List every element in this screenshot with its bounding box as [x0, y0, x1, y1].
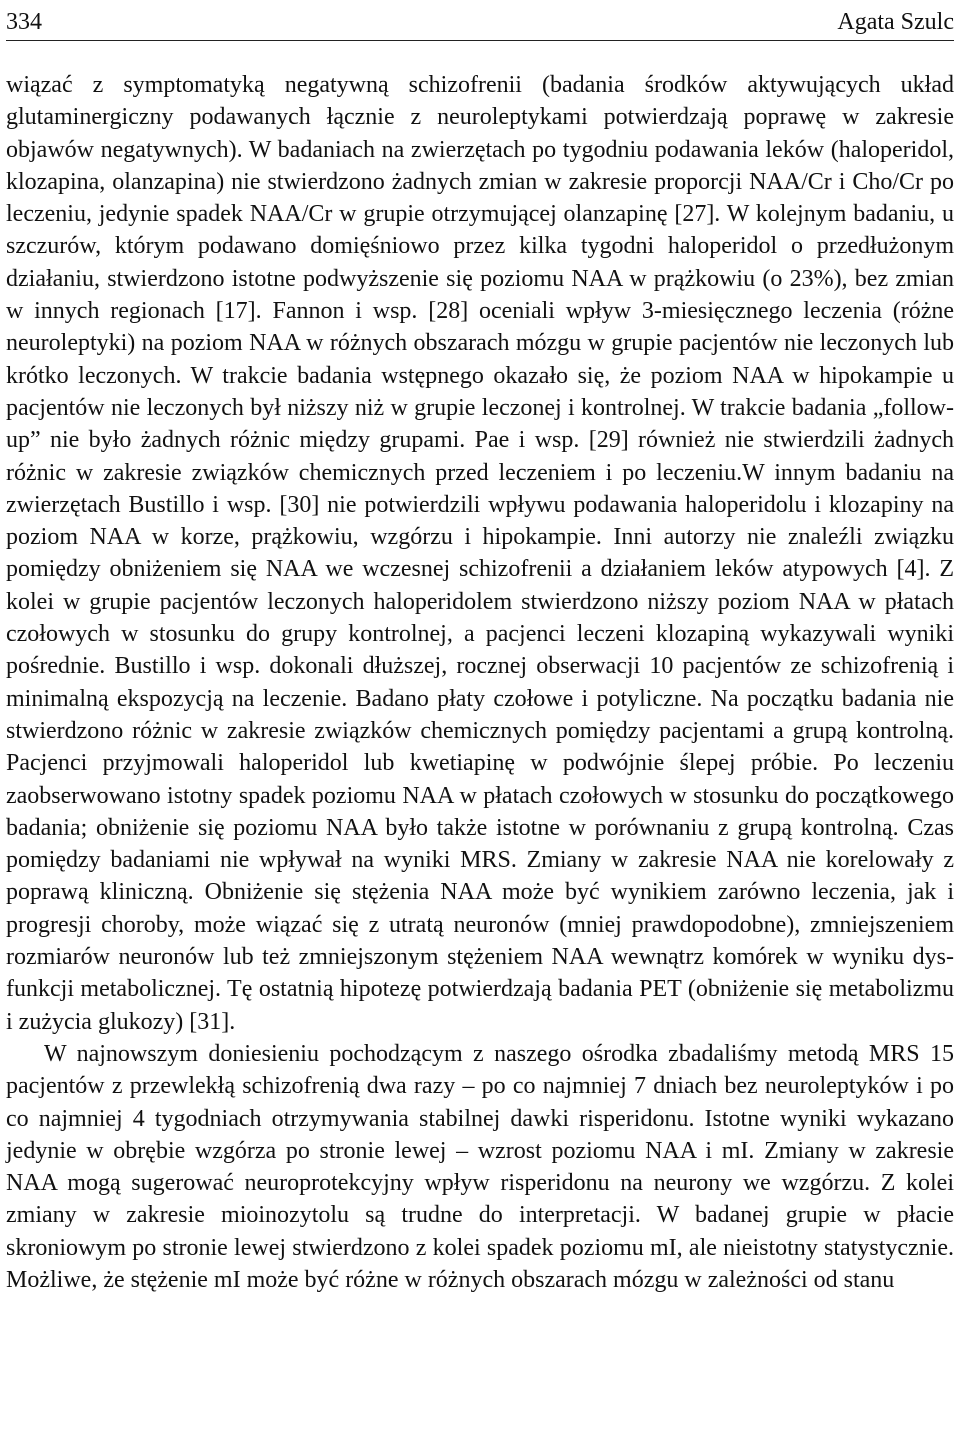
paragraph-1: wiązać z symptomatyką negatywną schizofrenii (badania środków aktywujących układ glutaminergiczny podawanych łącznie z neuroleptykami potwierdzają poprawę w zakresie objawów negatywnych). W badaniach na zwierzętach po tygodniu podawania leków (haloperidol, klozapina, olanzapina) nie stwierdzono żadnych zmian w zakresie proporcji NAA/Cr i Cho/Cr po leczeniu, jedynie spadek NAA/Cr w grupie otrzymującej olanzapinę [27]. W kolejnym badaniu, u szczurów, którym podawano domięśniowo przez kilka tygodni haloperidol o przedłużonym działaniu, stwierdzono istotne podwyższenie się poziomu NAA w prążkowiu (o 23%), bez zmian w innych regionach [17]. Fannon i wsp. [28] oceniali wpływ 3-miesięcznego leczenia (różne neuroleptyki) na poziom NAA w różnych obszarach mózgu w grupie pacjentów nie leczonych lub krótko leczonych. W trakcie badania wstępnego okazało się, że poziom NAA w hipokampie u pacjentów nie leczonych był niższy niż w grupie leczonej i kontrolnej. W trakcie badania „follow-up” nie było żadnych różnic między grupami. Pae i wsp. [29] również nie stwierdzili żadnych różnic w zakresie związków chemicznych przed leczeniem i po leczeniu.W innym badaniu na zwierzętach Bustillo i wsp. [30] nie potwierdzili wpływu podawania haloperidolu i klozapiny na poziom NAA w korze, prążkowiu, wzgórzu i hipokampie. Inni autorzy nie znaleźli związku pomiędzy obniżeniem się NAA we wczesnej schizofrenii a działaniem leków atypowych [4]. Z kolei w grupie pacjentów leczonych haloperidolem stwierdzono niższy poziom NAA w płatach czołowych w stosunku do grupy kontrolnej, a pacjenci leczeni klozapiną wykazywali wyniki pośrednie. Bustillo i wsp. dokonali dłuższej, rocznej obserwacji 10 pacjentów ze schizofrenią i minimalną ekspozycją na leczenie. Badano płaty czołowe i potyliczne. Na początku badania nie stwierdzono różnic w zakresie związków chemicznych pomiędzy pacjentami a grupą kontrolną. Pacjenci przyjmowali haloperidol lub kwetiapinę w podwójnie ślepej próbie. Po leczeniu zaobserwowano istotny spadek poziomu NAA w płatach czołowych w stosunku do początkowego badania; obniżenie się poziomu NAA było także istotne w porównaniu z grupą kontrolną. Czas pomiędzy badaniami nie wpływał na wyniki MRS. Zmiany w zakresie NAA nie korelowały z poprawą kliniczną. Obniżenie się stężenia NAA może być wynikiem zarówno leczenia, jak i progresji choroby, może wiązać się z utratą neuronów (mniej prawdopodobne), zmniejszeniem rozmiarów neuronów lub też zmniejszonym stężeniem NAA wewnątrz komórek w wyniku dysfunkcji metabolicznej. Tę ostatnią hipotezę potwierdzają badania PET (obniżenie się metabolizmu i zużycia glukozy) [31].: [6, 72, 954, 1035]
paragraph-2: W najnowszym doniesieniu pochodzącym z naszego ośrodka zbadaliśmy metodą MRS 15 pacjentów z przewlekłą schizofrenią dwa razy – po co najmniej 7 dniach bez neuroleptyków i po co najmniej 4 tygodniach otrzymywania stabilnej dawki risperidonu. Istotne wyniki wykazano jedynie w obrębie wzgórza po stronie lewej – wzrost poziomu NAA i mI. Zmiany w zakresie NAA mogą sugerować neuroprotekcyjny wpływ risperidonu na neurony we wzgórzu. Z kolei zmiany w zakresie mioinozytolu są trudne do interpretacji. W badanej grupie w płacie skroniowym po stronie lewej stwierdzono z kolei spadek poziomu mI, ale nieistotny statystycznie. Możliwe, że stężenie mI może być różne w różnych obszarach mózgu w zależności od stanu: [6, 1040, 954, 1293]
body-text: [6, 69, 954, 1296]
header-rule: [6, 40, 954, 41]
page-number: 334: [6, 9, 42, 35]
running-head: [6, 0, 954, 36]
running-head-author: Agata Szulc: [837, 9, 954, 35]
